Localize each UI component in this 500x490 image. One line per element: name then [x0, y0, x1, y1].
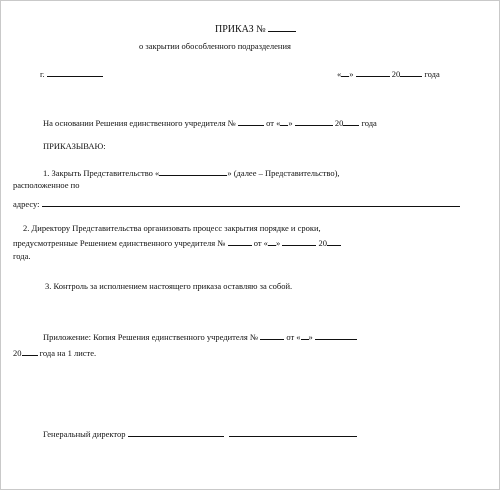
- date-open-quote: «: [337, 69, 342, 79]
- decision-number-blank: [238, 117, 264, 126]
- item-2-line-2: [13, 237, 341, 249]
- order-word: ПРИКАЗЫВАЮ:: [43, 141, 106, 151]
- item-1-line-1: [43, 167, 340, 179]
- name-blank: [229, 428, 357, 437]
- order-subtitle: о закрытии обособленного подразделения: [139, 41, 291, 51]
- signature-blank: [128, 428, 224, 437]
- date-close-quote: »: [349, 69, 354, 79]
- item-2-from: от «: [253, 238, 268, 248]
- item-1-line-2: расположенное по: [13, 180, 80, 190]
- address-label: адресу:: [13, 199, 40, 209]
- item-1-text: 1. Закрыть Представительство «: [43, 168, 160, 178]
- city-blank: [47, 68, 103, 77]
- basis-from: от «: [266, 118, 281, 128]
- month-blank: [356, 68, 390, 77]
- attachment-line-2: [13, 347, 96, 359]
- attachment-line-1: [43, 331, 357, 343]
- order-date: [337, 68, 440, 80]
- basis-year-prefix: 20: [334, 118, 344, 128]
- order-number-blank: [268, 23, 296, 32]
- attachment-year-blank: [22, 347, 38, 356]
- attachment-quote: »: [308, 332, 313, 342]
- attachment-number-blank: [260, 331, 284, 340]
- year-blank: [400, 68, 422, 77]
- year-prefix: 20: [391, 69, 401, 79]
- attachment-month-blank: [315, 331, 357, 340]
- order-title-text: ПРИКАЗ №: [215, 24, 266, 35]
- signature-label: Генеральный директор: [43, 429, 126, 439]
- item-3-line: 3. Контроль за исполнением настоящего приказа оставляю за собой.: [45, 281, 293, 291]
- city-line: [40, 68, 103, 80]
- item-2-year-prefix: 20: [318, 238, 327, 248]
- item-2-quote: »: [275, 238, 281, 248]
- item-2-day-blank: [268, 237, 276, 246]
- item-2-year-blank: [327, 237, 341, 246]
- item-2-line-1: 2. Директору Представительства организовать процесс закрытия порядке и сроки,: [23, 223, 321, 233]
- item-2-number-blank: [228, 237, 252, 246]
- basis-month-blank: [295, 117, 333, 126]
- attachment-tail: года на 1 листе.: [39, 348, 97, 358]
- item-2-month-blank: [282, 237, 316, 246]
- representation-name-blank: [159, 167, 227, 176]
- basis-year-word: года: [361, 118, 377, 128]
- attachment-year-prefix: 20: [13, 348, 22, 358]
- address-blank: [42, 198, 460, 207]
- item-2-line-3: года.: [13, 251, 31, 261]
- basis-year-blank: [343, 117, 359, 126]
- attachment-from: от «: [286, 332, 301, 342]
- item-2-text: предусмотренные Решением единственного учредителя №: [13, 238, 226, 248]
- year-word: года: [424, 69, 440, 79]
- attachment-day-blank: [301, 331, 309, 340]
- attachment-text: Приложение: Копия Решения единственного учредителя №: [43, 332, 259, 342]
- order-title: [215, 23, 296, 35]
- basis-text: На основании Решения единственного учредителя №: [43, 118, 236, 128]
- city-prefix: г.: [40, 69, 45, 79]
- signature-line: [43, 428, 357, 440]
- basis-quote-close: »: [288, 118, 293, 128]
- item-1-line-3: [13, 198, 460, 210]
- item-1-after: » (далее – Представительство),: [227, 168, 340, 178]
- basis-line: [43, 117, 377, 129]
